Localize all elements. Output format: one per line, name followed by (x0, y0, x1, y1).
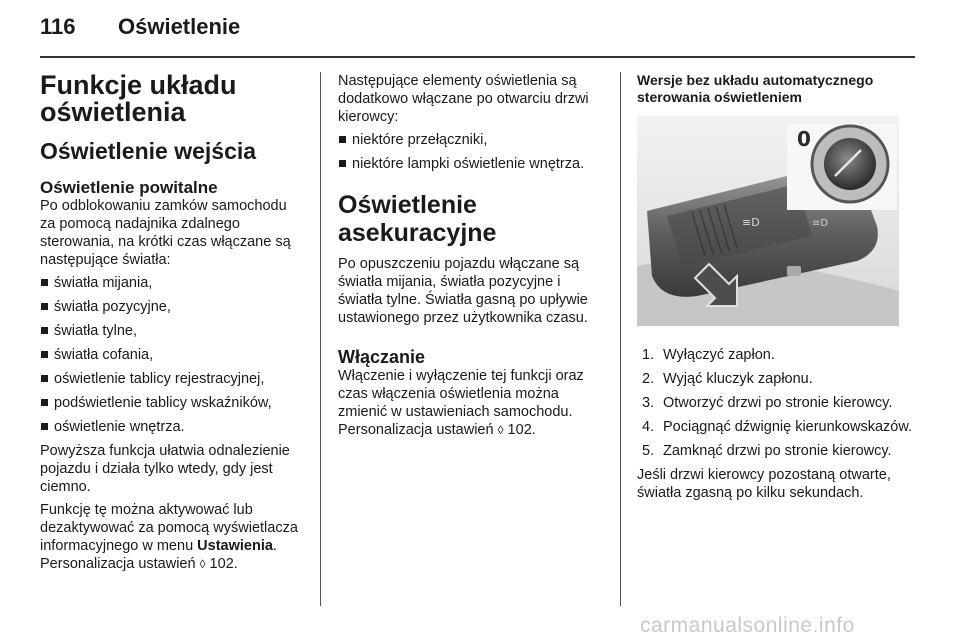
intro-paragraph: Po odblokowaniu zamków samochodu za pomocą nadajnika zdalnego sterowania, na krótki czas włączane są następujące światła: (40, 198, 291, 268)
paragraph: Po opuszczeniu pojazdu włączane są światła mijania, światła pozycyjne i światła tylne. Światła gasną po upływie ustawionego przez użytkownika czasu. (338, 256, 588, 326)
page-number: 116 (40, 14, 76, 39)
step-number: 2. (642, 371, 655, 387)
watermark: carmanualsonline.info (640, 614, 855, 637)
list-item: niektóre lampki oświetlenie wnętrza. (338, 155, 604, 173)
lever-figure (637, 116, 899, 326)
paragraph-text: Włączenie i wyłączenie tej funkcji oraz czas włączenia oświetlenia można zmienić w ustawieniach samochodu. Personalizacja ustawień (338, 368, 584, 438)
steps-list (637, 346, 915, 460)
paragraph (40, 501, 302, 573)
subsection-heading: Włączanie (338, 347, 426, 367)
paragraph: Powyższa funkcja ułatwia odnalezienie pojazdu i działa tylko wtedy, gdy jest ciemno. (40, 443, 290, 495)
elements-list (338, 131, 604, 173)
menu-term: Ustawienia (197, 538, 273, 554)
list-item (637, 394, 915, 412)
step-text: Wyłączyć zapłon. (663, 347, 775, 363)
page-ref[interactable]: 102. (205, 556, 238, 572)
dial-zero-label: 0 (797, 127, 811, 151)
page-ref-icon: ◊ (497, 423, 504, 437)
section-heading: Wersje bez układu automatycznego sterowania oświetleniem (637, 72, 874, 105)
list-item: oświetlenie tablicy rejestracyjnej, (40, 370, 302, 388)
paragraph-text: . Personalizacja ustawień (40, 538, 277, 572)
page-ref[interactable]: 102. (503, 422, 536, 438)
running-title: Oświetlenie (118, 14, 241, 39)
column-3 (637, 72, 915, 507)
step-number: 3. (642, 395, 655, 411)
lights-list (40, 274, 302, 436)
step-text: Zamknąć drzwi po stronie kierowcy. (663, 443, 892, 459)
page-header (40, 14, 915, 50)
list-item: oświetlenie wnętrza. (40, 418, 302, 436)
column-divider-1 (320, 72, 321, 606)
svg-text:≡D: ≡D (742, 216, 760, 229)
intro-paragraph: Następujące elementy oświetlenia są dodatkowo włączane po otwarciu drzwi kierowcy: (338, 73, 589, 125)
list-item (637, 418, 915, 436)
list-item (637, 370, 915, 388)
list-item: niektóre przełączniki, (338, 131, 604, 149)
step-number: 1. (642, 347, 655, 363)
svg-text:≡D: ≡D (812, 218, 829, 229)
step-number: 5. (642, 443, 655, 459)
header-rule (40, 56, 915, 58)
list-item: światła tylne, (40, 322, 302, 340)
paragraph-text: Funkcję tę można aktywować lub dezaktywować za pomocą wyświetlacza informacyjnego w menu (40, 502, 298, 554)
list-item: światła cofania, (40, 346, 302, 364)
column-1 (40, 72, 302, 578)
step-text: Otworzyć drzwi po stronie kierowcy. (663, 395, 893, 411)
step-number: 4. (642, 419, 655, 435)
column-2 (338, 72, 604, 444)
list-item (637, 346, 915, 364)
step-text: Wyjąć kluczyk zapłonu. (663, 371, 813, 387)
step-text: Pociągnąć dźwignię kierunkowskazów. (663, 419, 913, 435)
column-divider-2 (620, 72, 621, 606)
paragraph (338, 367, 604, 439)
main-heading: Funkcje układu oświetlenia (40, 70, 237, 127)
section-heading: Oświetlenie powitalne (40, 178, 218, 197)
page-ref-icon: ◊ (199, 557, 206, 571)
paragraph: Jeśli drzwi kierowcy pozostaną otwarte, światła zgasną po kilku sekundach. (637, 467, 891, 501)
list-item: światła pozycyjne, (40, 298, 302, 316)
list-item: podświetlenie tablicy wskaźników, (40, 394, 302, 412)
turn-signal-lever-illustration (637, 116, 899, 326)
list-item (637, 442, 915, 460)
list-item: światła mijania, (40, 274, 302, 292)
subheading: Oświetlenie wejścia (40, 138, 257, 164)
section-heading: Oświetlenie asekuracyjne (338, 191, 497, 247)
